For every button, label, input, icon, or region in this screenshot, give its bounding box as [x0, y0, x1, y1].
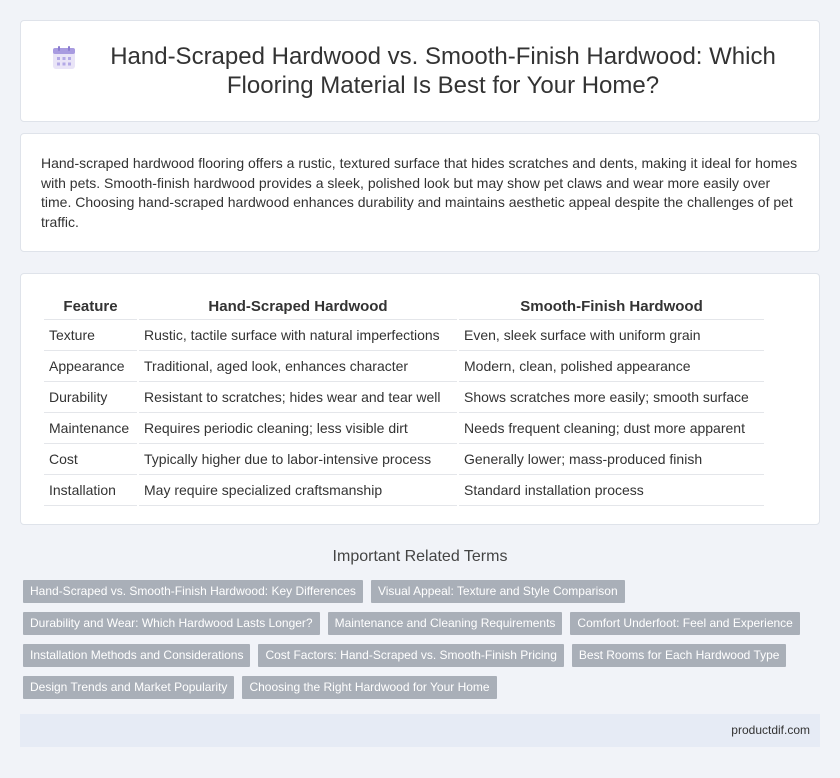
related-term-tag[interactable]: Comfort Underfoot: Feel and Experience [570, 612, 799, 635]
feature-cell: Texture [44, 320, 137, 351]
feature-cell: Maintenance [44, 413, 137, 444]
page-title: Hand-Scraped Hardwood vs. Smooth-Finish Hardwood: Which Flooring Material Is Best for Your Home? [110, 43, 776, 99]
hand-scraped-cell: Typically higher due to labor-intensive process [139, 444, 457, 475]
related-term-tag[interactable]: Best Rooms for Each Hardwood Type [572, 644, 787, 667]
header-smooth-finish: Smooth-Finish Hardwood [459, 294, 764, 320]
hand-scraped-cell: Resistant to scratches; hides wear and tear well [139, 382, 457, 413]
smooth-finish-cell: Shows scratches more easily; smooth surface [459, 382, 764, 413]
related-term-tag[interactable]: Maintenance and Cleaning Requirements [328, 612, 563, 635]
comparison-table [42, 294, 766, 506]
table-row [44, 382, 764, 413]
hand-scraped-cell: May require specialized craftsmanship [139, 475, 457, 506]
table-row [44, 351, 764, 382]
header-hand-scraped: Hand-Scraped Hardwood [139, 294, 457, 320]
smooth-finish-cell: Needs frequent cleaning; dust more apparent [459, 413, 764, 444]
comparison-table-card [20, 273, 820, 525]
related-term-tag[interactable]: Visual Appeal: Texture and Style Comparison [371, 580, 625, 603]
related-term-tag[interactable]: Design Trends and Market Popularity [23, 676, 234, 699]
related-terms-list [23, 580, 813, 699]
feature-cell: Cost [44, 444, 137, 475]
smooth-finish-cell: Generally lower; mass-produced finish [459, 444, 764, 475]
footer [20, 714, 820, 747]
smooth-finish-cell: Standard installation process [459, 475, 764, 506]
related-term-tag[interactable]: Durability and Wear: Which Hardwood Lasts Longer? [23, 612, 320, 635]
footer-site-link[interactable]: productdif.com [731, 723, 810, 737]
header-feature: Feature [44, 294, 137, 320]
hand-scraped-cell: Rustic, tactile surface with natural imperfections [139, 320, 457, 351]
table-row [44, 475, 764, 506]
table-row [44, 320, 764, 351]
table-row [44, 413, 764, 444]
calendar-icon [51, 45, 77, 71]
title-card [20, 20, 820, 122]
related-term-tag[interactable]: Hand-Scraped vs. Smooth-Finish Hardwood: Key Differences [23, 580, 363, 603]
hand-scraped-cell: Requires periodic cleaning; less visible dirt [139, 413, 457, 444]
smooth-finish-cell: Modern, clean, polished appearance [459, 351, 764, 382]
intro-paragraph: Hand-scraped hardwood flooring offers a rustic, textured surface that hides scratches and dents, making it ideal for homes with pets. Smooth-finish hardwood provides a sleek, polished look but may show pet claws and wear more easily over time. Choosing hand-scraped hardwood enhances durability and maintains aesthetic appeal despite the challenges of pet traffic. [41, 155, 798, 230]
feature-cell: Durability [44, 382, 137, 413]
table-row [44, 444, 764, 475]
intro-card [20, 133, 820, 252]
related-terms-heading: Important Related Terms [332, 548, 508, 565]
smooth-finish-cell: Even, sleek surface with uniform grain [459, 320, 764, 351]
hand-scraped-cell: Traditional, aged look, enhances character [139, 351, 457, 382]
feature-cell: Installation [44, 475, 137, 506]
related-term-tag[interactable]: Choosing the Right Hardwood for Your Home [242, 676, 496, 699]
feature-cell: Appearance [44, 351, 137, 382]
related-term-tag[interactable]: Installation Methods and Considerations [23, 644, 250, 667]
table-header-row [44, 294, 764, 320]
related-term-tag[interactable]: Cost Factors: Hand-Scraped vs. Smooth-Finish Pricing [258, 644, 563, 667]
